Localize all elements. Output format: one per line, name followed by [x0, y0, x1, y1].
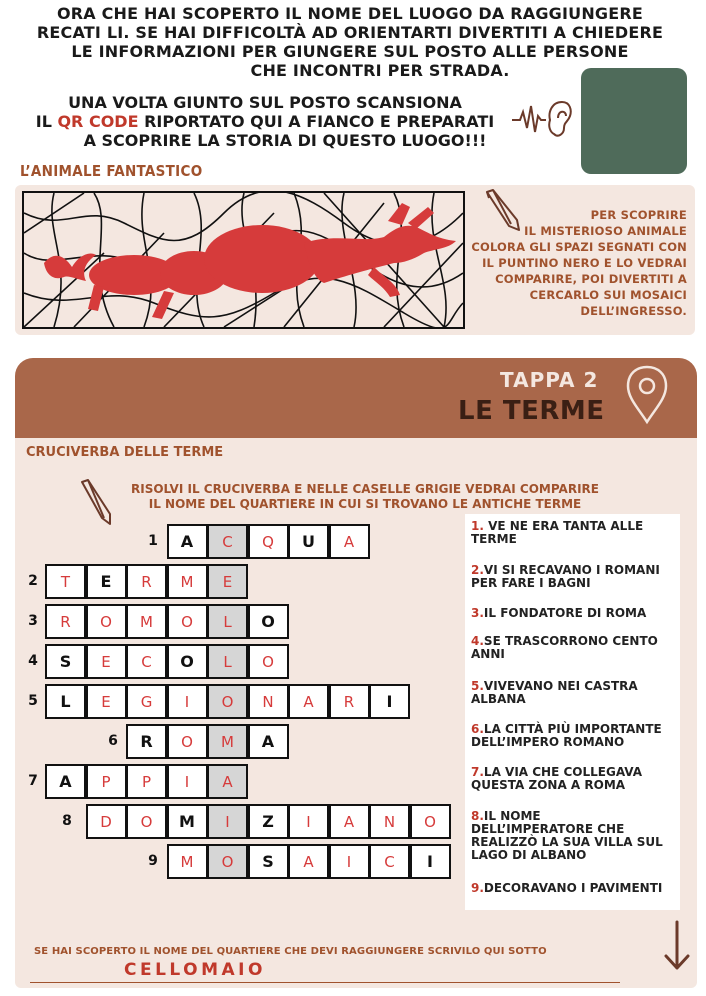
crossword-cell[interactable]: I [369, 684, 410, 719]
qr-code-word: QR CODE [57, 112, 139, 131]
section-title-animal: L’ANIMALE FANTASTICO [20, 162, 203, 180]
crossword-cell[interactable]: A [45, 764, 86, 799]
crossword-cell[interactable]: I [167, 684, 208, 719]
crossword-key-cell[interactable]: I [207, 804, 248, 839]
animal-text-line: COMPARIRE, POI DIVERTITI A [495, 272, 687, 286]
arrow-down-icon [662, 920, 692, 972]
crossword-cell[interactable]: E [86, 644, 127, 679]
crossword-cell[interactable]: L [45, 684, 86, 719]
animal-text-line: CERCARLO SUI MOSAICI [529, 288, 687, 302]
clue-number: 1. [471, 519, 484, 533]
clue-text: IL NOME [483, 809, 541, 823]
answer-field[interactable]: CELLOMAIO [124, 960, 266, 980]
clue-item [471, 635, 681, 661]
crossword-cell[interactable]: O [248, 604, 289, 639]
tappa-number: TAPPA 2 [500, 368, 599, 392]
crossword-cell[interactable]: M [167, 804, 208, 839]
crossword-cell[interactable]: E [86, 684, 127, 719]
intro-line: LE INFORMAZIONI PER GIUNGERE SUL POSTO ALLE PERSONE [71, 42, 629, 61]
crossword-key-cell[interactable]: O [207, 844, 248, 879]
crossword-cell[interactable]: A [288, 844, 329, 879]
row-number: 8 [62, 813, 72, 829]
intro-line: CHE INCONTRI PER STRADA. [250, 61, 510, 80]
crossword-cell[interactable]: O [167, 604, 208, 639]
crossword-cell[interactable]: E [86, 564, 127, 599]
crossword-key-cell[interactable]: L [207, 604, 248, 639]
clue-text: PER FARE I BAGNI [471, 576, 591, 590]
clues-panel [465, 514, 680, 910]
crossword-cell[interactable]: Q [248, 524, 289, 559]
footer-prompt: SE HAI SCOPERTO IL NOME DEL QUARTIERE CHE DEVI RAGGIUNGERE SCRIVILO QUI SOTTO [34, 946, 547, 957]
crossword-key-cell[interactable]: C [207, 524, 248, 559]
clue-text: SE TRASCORRONO CENTO [483, 634, 658, 648]
clue-text: LA VIA CHE COLLEGAVA [483, 765, 643, 779]
clue-item [471, 723, 681, 749]
qr-line-post: RIPORTATO QUI A FIANCO E PREPARATI [138, 112, 495, 131]
clue-text: VI SI RECAVANO I ROMANI [483, 563, 660, 577]
clue-text: ANNI [471, 647, 505, 661]
row-number: 7 [28, 773, 38, 789]
crossword-cell[interactable]: I [329, 844, 370, 879]
crossword-cell[interactable]: A [329, 804, 370, 839]
crossword-cell[interactable]: N [369, 804, 410, 839]
crossword-cell[interactable]: M [167, 564, 208, 599]
clue-text: DELL’IMPERO ROMANO [471, 735, 625, 749]
crossword-cell[interactable]: P [126, 764, 167, 799]
crossword-cell[interactable]: A [288, 684, 329, 719]
crossword-cell[interactable]: I [410, 844, 451, 879]
row-number: 3 [28, 613, 38, 629]
clue-number: 9. [471, 881, 484, 895]
clue-item [471, 680, 681, 706]
clue-number: 6. [471, 722, 484, 736]
row-number: 4 [28, 653, 38, 669]
crossword-cell[interactable]: R [126, 724, 167, 759]
crossword-cell[interactable]: M [167, 844, 208, 879]
clue-text: DECORAVANO I PAVIMENTI [483, 881, 663, 895]
clue-number: 2. [471, 563, 484, 577]
row-number: 9 [148, 853, 158, 869]
clue-number: 7. [471, 765, 484, 779]
crossword-cell[interactable]: S [45, 644, 86, 679]
animal-text-line: COLORA GLI SPAZI SEGNATI CON [471, 240, 687, 254]
clue-item [471, 607, 681, 620]
clue-number: 3. [471, 606, 484, 620]
qr-line: UNA VOLTA GIUNTO SUL POSTO SCANSIONA [68, 93, 462, 112]
crossword-cell[interactable]: P [86, 764, 127, 799]
clue-number: 4. [471, 634, 484, 648]
row-number: 6 [108, 733, 118, 749]
crossword-key-cell[interactable]: M [207, 724, 248, 759]
crossword-cell[interactable]: O [126, 804, 167, 839]
crossword-title: CRUCIVERBA DELLE TERME [26, 445, 224, 460]
answer-underline [30, 982, 620, 983]
crossword-cell[interactable]: O [410, 804, 451, 839]
instructions-line: IL NOME DEL QUARTIERE IN CUI SI TROVANO LE ANTICHE TERME [148, 497, 582, 511]
crossword-cell[interactable]: U [288, 524, 329, 559]
clue-text: LA CITTÀ PIÙ IMPORTANTE [483, 722, 662, 736]
clue-text: DELL’IMPERATORE CHE [471, 822, 625, 836]
crossword-cell[interactable]: R [45, 604, 86, 639]
clue-text: LAGO DI ALBANO [471, 848, 587, 862]
crossword-cell[interactable]: C [369, 844, 410, 879]
crossword-key-cell[interactable]: O [207, 684, 248, 719]
intro-line: RECATI LI. SE HAI DIFFICOLTÀ AD ORIENTARTI DIVERTITI A CHIEDERE [36, 23, 664, 42]
clue-text: REALIZZÒ LA SUA VILLA SUL [471, 835, 663, 849]
row-number: 5 [28, 693, 38, 709]
crossword-cell[interactable]: A [248, 724, 289, 759]
clue-item [471, 564, 681, 590]
clue-item [471, 766, 681, 792]
crossword-cell[interactable]: N [248, 684, 289, 719]
crossword-cell[interactable]: A [329, 524, 370, 559]
crossword-cell[interactable]: I [288, 804, 329, 839]
clue-text: ALBANA [471, 692, 526, 706]
crossword-key-cell[interactable]: A [207, 764, 248, 799]
clue-text: TERME [471, 532, 517, 546]
crossword-key-cell[interactable]: L [207, 644, 248, 679]
clue-item [471, 810, 681, 862]
qr-line-pre: IL [35, 112, 58, 131]
clue-number: 8. [471, 809, 484, 823]
crossword-cell[interactable]: T [45, 564, 86, 599]
crossword-cell[interactable]: O [167, 644, 208, 679]
clue-item [471, 882, 681, 895]
clue-text: IL FONDATORE DI ROMA [483, 606, 647, 620]
crossword-key-cell[interactable]: E [207, 564, 248, 599]
qr-line: A SCOPRIRE LA STORIA DI QUESTO LUOGO!!! [83, 131, 487, 150]
clue-text: VE NE ERA TANTA ALLE [483, 519, 644, 533]
crossword-cell[interactable]: G [126, 684, 167, 719]
row-number: 2 [28, 573, 38, 589]
crossword-cell[interactable]: O [86, 604, 127, 639]
crossword-cell[interactable]: D [86, 804, 127, 839]
animal-text-line: DELL’INGRESSO. [580, 304, 687, 318]
crossword-cell[interactable]: S [248, 844, 289, 879]
clue-text: VIVEVANO NEI CASTRA [483, 679, 638, 693]
crossword-cell[interactable]: A [167, 524, 208, 559]
row-number: 1 [148, 533, 158, 549]
crossword-cell[interactable]: R [329, 684, 370, 719]
crossword-cell[interactable]: O [167, 724, 208, 759]
intro-line: ORA CHE HAI SCOPERTO IL NOME DEL LUOGO DA RAGGIUNGERE [56, 4, 644, 23]
tappa-name: LE TERME [458, 396, 605, 426]
instructions-line: RISOLVI IL CRUCIVERBA E NELLE CASELLE GRIGIE VEDRAI COMPARIRE [131, 482, 599, 496]
clue-text: QUESTA ZONA A ROMA [471, 778, 626, 792]
crossword-cell[interactable]: M [126, 604, 167, 639]
clue-item [471, 520, 681, 546]
crossword-cell[interactable]: R [126, 564, 167, 599]
animal-text-line: IL PUNTINO NERO E LO VEDRAI [482, 256, 687, 270]
crossword-cell[interactable]: C [126, 644, 167, 679]
clue-number: 5. [471, 679, 484, 693]
animal-text-line: PER SCOPRIRE [590, 208, 687, 222]
crossword-cell[interactable]: O [248, 644, 289, 679]
crossword-cell[interactable]: Z [248, 804, 289, 839]
animal-text-line: IL MISTERIOSO ANIMALE [524, 224, 687, 238]
crossword-cell[interactable]: I [167, 764, 208, 799]
